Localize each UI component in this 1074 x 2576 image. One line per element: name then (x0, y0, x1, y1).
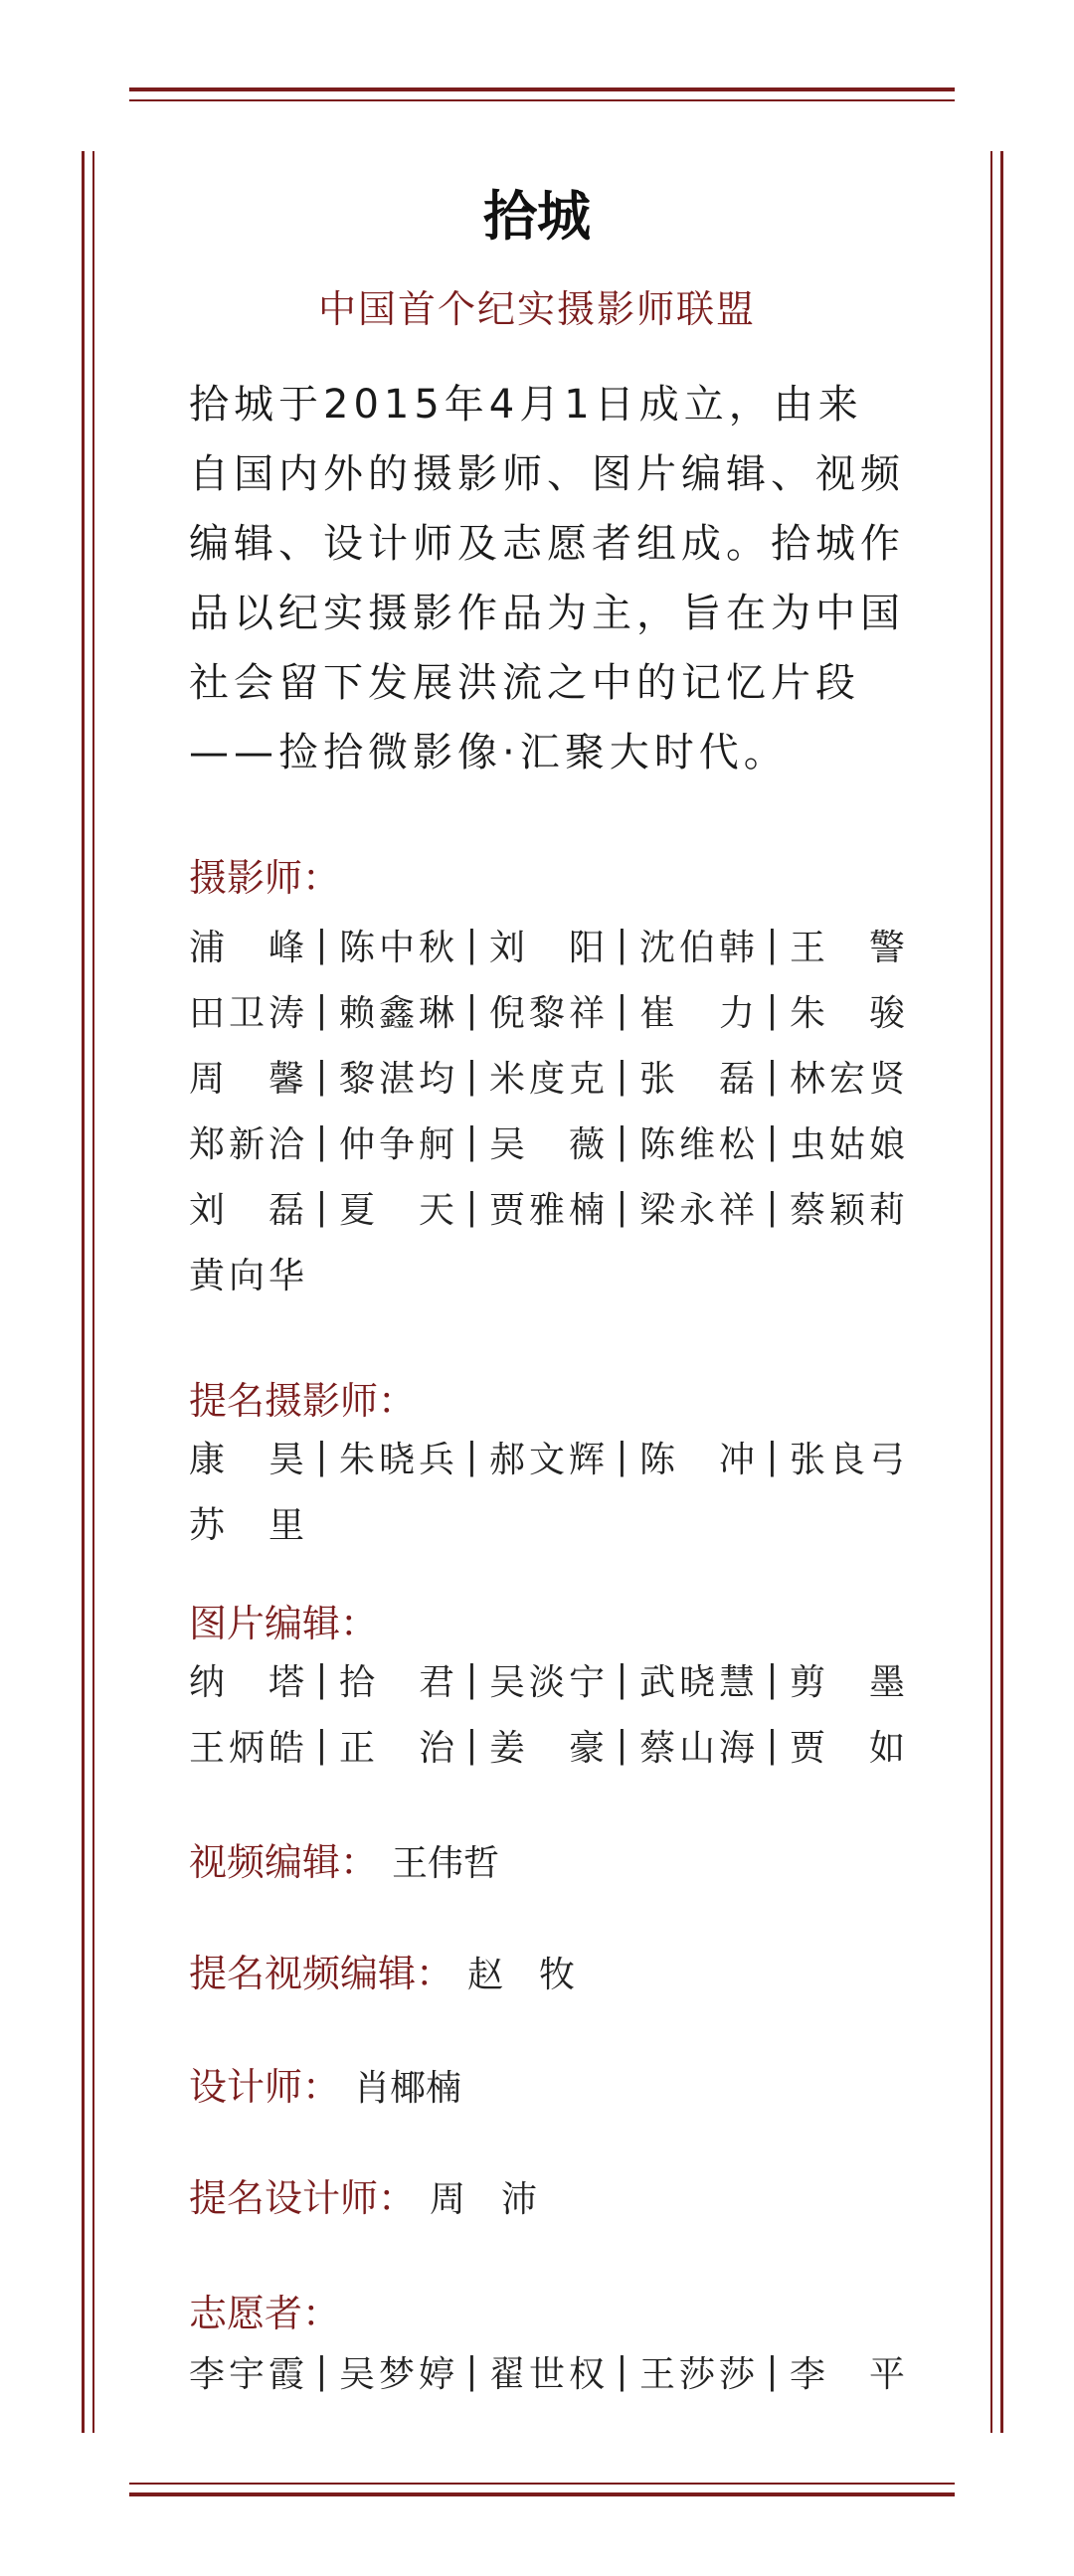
name-separator: | (616, 1120, 628, 1162)
member-name: 沈伯韩 (639, 927, 755, 968)
name-separator: | (315, 1658, 328, 1700)
member-name: 张良弓 (790, 1439, 905, 1480)
video-editor-name: 王伟哲 (392, 1843, 500, 1884)
member-name: 朱晓兵 (339, 1439, 454, 1480)
name-row (189, 1489, 905, 1555)
section-title-photo-editors: 图片编辑： (189, 1602, 379, 1645)
member-name: 蔡山海 (639, 1727, 755, 1769)
name-separator: | (766, 1658, 779, 1700)
name-separator: | (315, 2350, 328, 2392)
name-separator: | (766, 2350, 779, 2392)
member-name: 郑新洽 (189, 1123, 304, 1165)
name-row (189, 1424, 905, 1489)
member-name: 赖鑫琳 (339, 992, 454, 1034)
name-separator: | (766, 1055, 779, 1097)
member-name: 陈中秋 (339, 927, 454, 968)
name-separator: | (616, 1186, 628, 1228)
section-title-photographers: 摄影师： (189, 856, 341, 900)
nominated-video-editor-name: 赵 牧 (467, 1955, 576, 1995)
name-separator: | (616, 924, 628, 965)
member-name: 吴梦婷 (339, 2353, 454, 2395)
member-name: 王莎莎 (639, 2353, 755, 2395)
name-separator: | (465, 1186, 478, 1228)
top-border-line (129, 87, 955, 91)
right-border-line (1000, 151, 1003, 2433)
name-separator: | (315, 989, 328, 1031)
top-border-line-inner (129, 99, 955, 101)
member-name: 田卫涛 (189, 992, 304, 1034)
member-name: 李宇霞 (189, 2353, 304, 2395)
name-row (189, 1646, 905, 1712)
member-name: 拾 君 (339, 1661, 454, 1703)
name-separator: | (616, 1055, 628, 1097)
section-title-volunteers: 志愿者： (189, 2292, 341, 2335)
name-separator: | (315, 924, 328, 965)
nominated-designer-name: 周 沛 (430, 2179, 538, 2220)
section-title-video-editor: 视频编辑： (189, 1840, 379, 1884)
member-name: 梁永祥 (639, 1189, 755, 1231)
name-row (189, 1109, 905, 1174)
name-separator: | (616, 2350, 628, 2392)
section-designer (189, 2056, 461, 2111)
intro-paragraph: 拾城于2015年4月1日成立，由来自国内外的摄影师、图片编辑、视频编辑、设计师及志愿者组成。拾城作品以纪实摄影作品为主，旨在为中国社会留下发展洪流之中的记忆片段——捡拾微影像·汇聚大时代。 (189, 382, 905, 775)
name-separator: | (616, 1436, 628, 1477)
name-separator: | (315, 1120, 328, 1162)
name-separator: | (465, 2350, 478, 2392)
name-separator: | (766, 1120, 779, 1162)
name-separator: | (465, 989, 478, 1031)
member-name: 康 昊 (189, 1439, 304, 1480)
name-separator: | (315, 1436, 328, 1477)
member-name: 贾 如 (790, 1727, 905, 1769)
section-nominated-video-editor (189, 1943, 575, 1997)
section-title-nominated-video-editor: 提名视频编辑： (189, 1952, 454, 1995)
member-name: 王炳皓 (189, 1727, 304, 1769)
bottom-border-line-inner (129, 2483, 955, 2485)
name-separator: | (766, 1186, 779, 1228)
section-title-nominated-photographers: 提名摄影师： (189, 1379, 417, 1423)
name-separator: | (465, 1055, 478, 1097)
name-separator: | (616, 1658, 628, 1700)
name-separator: | (465, 1658, 478, 1700)
member-name: 吴淡宁 (489, 1661, 605, 1703)
name-separator: | (616, 1724, 628, 1766)
member-name: 陈 冲 (639, 1439, 755, 1480)
member-name: 朱 骏 (790, 992, 905, 1034)
member-name: 陈维松 (639, 1123, 755, 1165)
name-grid-volunteers (189, 2338, 905, 2404)
member-name: 浦 峰 (189, 927, 304, 968)
name-separator: | (465, 1724, 478, 1766)
name-grid-photographers (189, 912, 905, 1305)
member-name: 黄向华 (189, 1255, 304, 1296)
page-title: 拾城 (483, 185, 591, 248)
member-name: 林宏贤 (790, 1058, 905, 1100)
member-name: 正 治 (339, 1727, 454, 1769)
member-name: 仲争舸 (339, 1123, 454, 1165)
member-name: 翟世权 (489, 2353, 605, 2395)
member-name: 张 磊 (639, 1058, 755, 1100)
member-name: 王 警 (790, 927, 905, 968)
member-name: 李 平 (790, 2353, 905, 2395)
member-name: 蔡颖莉 (790, 1189, 905, 1231)
name-row (189, 977, 905, 1043)
name-separator: | (465, 1436, 478, 1477)
name-row (189, 1174, 905, 1240)
name-separator: | (315, 1055, 328, 1097)
name-grid-nominated-photographers (189, 1424, 905, 1555)
name-row (189, 1240, 905, 1305)
name-separator: | (465, 924, 478, 965)
member-name: 武晓慧 (639, 1661, 755, 1703)
name-separator: | (315, 1724, 328, 1766)
right-border-line-inner (990, 151, 992, 2433)
member-name: 刘 阳 (489, 927, 605, 968)
left-border-line-inner (92, 151, 94, 2433)
name-grid-photo-editors (189, 1646, 905, 1778)
member-name: 夏 天 (339, 1189, 454, 1231)
name-separator: | (616, 989, 628, 1031)
member-name: 剪 墨 (790, 1661, 905, 1703)
member-name: 周 馨 (189, 1058, 304, 1100)
name-separator: | (766, 989, 779, 1031)
member-name: 姜 豪 (489, 1727, 605, 1769)
name-row (189, 2338, 905, 2404)
name-row (189, 912, 905, 977)
page-subtitle: 中国首个纪实摄影师联盟 (317, 287, 756, 331)
member-name: 崔 力 (639, 992, 755, 1034)
section-nominated-designer (189, 2167, 537, 2222)
member-name: 黎湛均 (339, 1058, 454, 1100)
member-name: 苏 里 (189, 1504, 304, 1546)
name-separator: | (465, 1120, 478, 1162)
name-row (189, 1712, 905, 1778)
section-title-designer: 设计师： (189, 2065, 341, 2109)
member-name: 虫姑娘 (790, 1123, 905, 1165)
name-separator: | (766, 1724, 779, 1766)
name-separator: | (766, 924, 779, 965)
member-name: 贾雅楠 (489, 1189, 605, 1231)
name-separator: | (315, 1186, 328, 1228)
designer-name: 肖椰楠 (354, 2068, 462, 2109)
member-name: 吴 薇 (489, 1123, 605, 1165)
member-name: 纳 塔 (189, 1661, 304, 1703)
member-name: 倪黎祥 (489, 992, 605, 1034)
member-name: 郝文辉 (489, 1439, 605, 1480)
section-title-nominated-designer: 提名设计师： (189, 2176, 417, 2220)
bottom-border-line (129, 2492, 955, 2496)
member-name: 米度克 (489, 1058, 605, 1100)
name-separator: | (766, 1436, 779, 1477)
left-border-line (82, 151, 85, 2433)
member-name: 刘 磊 (189, 1189, 304, 1231)
section-video-editor (189, 1831, 499, 1886)
name-row (189, 1043, 905, 1109)
